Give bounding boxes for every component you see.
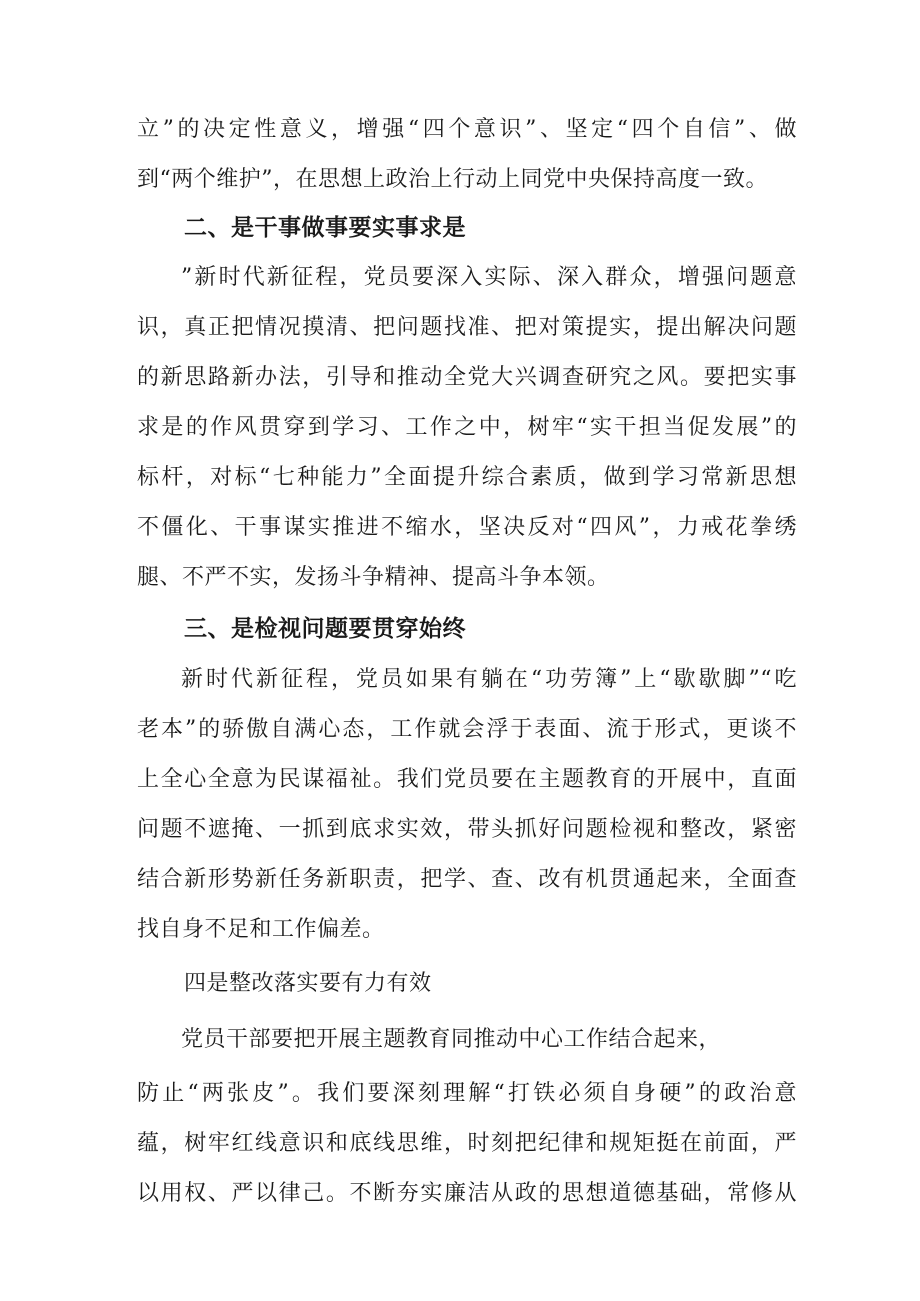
paragraph-line: 蕴，树牢红线意识和底线思维，时刻把纪律和规矩挺在前面，严 bbox=[137, 1131, 797, 1156]
paragraph-line: ”新时代新征程，党员要深入实际、深入群众，增强问题意 bbox=[181, 265, 797, 290]
paragraph-line: 老本”的骄傲自满心态，工作就会浮于表面、流于形式，更谈不 bbox=[137, 717, 797, 742]
paragraph-line: 找自身不足和工作偏差。 bbox=[137, 917, 385, 942]
section-heading-3: 三、是检视问题要贯穿始终 bbox=[184, 616, 466, 642]
paragraph-line: 党员干部要把开展主题教育同推动中心工作结合起来， bbox=[181, 1027, 722, 1052]
paragraph-line: 不僵化、干事谋实推进不缩水，坚决反对“四风”，力戒花拳绣 bbox=[137, 515, 797, 540]
paragraph-line: 到“两个维护”，在思想上政治上行动上同党中央保持高度一致。 bbox=[137, 167, 768, 192]
paragraph-line: 腿、不严不实，发扬斗争精神、提高斗争本领。 bbox=[137, 565, 610, 590]
paragraph-line: 标杆，对标“七种能力”全面提升综合素质，做到学习常新思想 bbox=[137, 465, 797, 490]
paragraph-line: 立”的决定性意义，增强“四个意识”、坚定“四个自信”、做 bbox=[137, 117, 797, 142]
section-heading-2: 二、是干事做事要实事求是 bbox=[184, 215, 466, 241]
paragraph-line: 防止“两张皮”。我们要深刻理解“打铁必须自身硬”的政治意 bbox=[137, 1081, 797, 1106]
paragraph-line: 问题不遮掩、一抓到底求实效，带头抓好问题检视和整改，紧密 bbox=[137, 817, 797, 842]
section-heading-4: 四是整改落实要有力有效 bbox=[184, 971, 432, 996]
paragraph-line: 的新思路新办法，引导和推动全党大兴调查研究之风。要把实事 bbox=[137, 365, 797, 390]
paragraph-line: 识，真正把情况摸清、把问题找准、把对策提实，提出解决问题 bbox=[137, 315, 797, 340]
paragraph-line: 新时代新征程，党员如果有躺在“功劳簿”上“歇歇脚”“吃 bbox=[181, 667, 797, 692]
paragraph-line: 上全心全意为民谋福祉。我们党员要在主题教育的开展中，直面 bbox=[137, 767, 797, 792]
paragraph-line: 求是的作风贯穿到学习、工作之中，树牢“实干担当促发展”的 bbox=[137, 415, 797, 440]
paragraph-line: 以用权、严以律己。不断夯实廉洁从政的思想道德基础，常修从 bbox=[137, 1181, 797, 1206]
paragraph-line: 结合新形势新任务新职责，把学、查、改有机贯通起来，全面查 bbox=[137, 867, 797, 892]
